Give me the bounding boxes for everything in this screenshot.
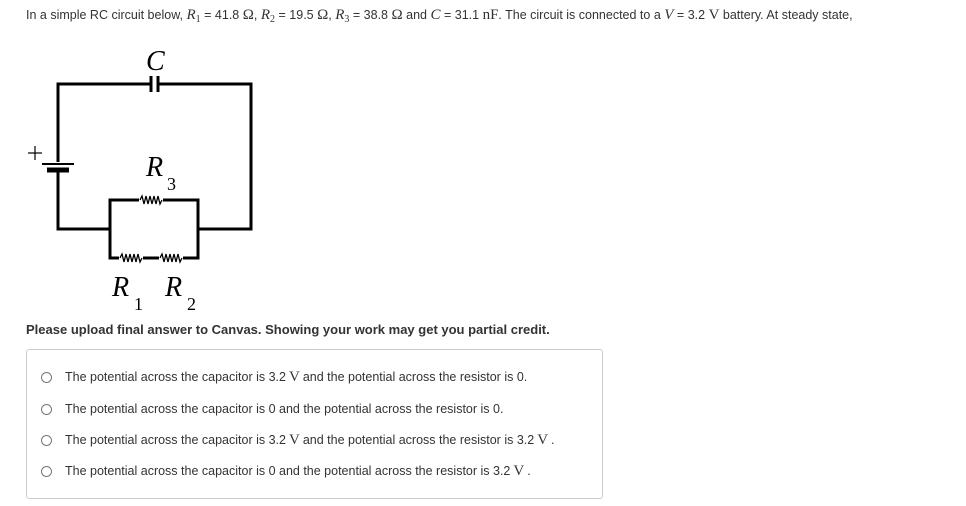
wire-top-right <box>158 84 251 229</box>
circuit-diagram <box>20 40 270 320</box>
wire-left-bottom <box>58 172 110 229</box>
v-symbol: V <box>664 7 674 23</box>
r1-label: R <box>112 272 130 303</box>
r3-value: = 38.8 <box>352 8 389 22</box>
answer-option-2[interactable]: The potential across the capacitor is 0 and the potential across the resistor is 0. <box>41 399 503 419</box>
r3-subscript: 3 <box>167 174 176 194</box>
c-value: = 31.1 <box>443 8 480 22</box>
wire-top-left <box>58 84 151 162</box>
parallel-network <box>110 200 198 258</box>
answer-option-1[interactable]: The potential across the capacitor is 3.2 V and the potential across the resistor is 0. <box>41 367 527 387</box>
r2-symbol: $R_2$ <box>260 7 276 25</box>
v-value: = 3.2 <box>676 8 706 22</box>
r1-symbol: $R_1$ <box>186 7 201 25</box>
c-unit: nF <box>482 7 499 23</box>
c-symbol: C <box>430 7 441 23</box>
radio-button[interactable] <box>41 404 52 415</box>
instruction-text: Please upload final answer to Canvas. Showing your work may get you partial credit. <box>26 322 550 337</box>
r3-symbol: $R_3$ <box>335 7 350 25</box>
r1-subscript: 1 <box>134 294 143 314</box>
r2-label: R <box>165 272 183 303</box>
r2-value: = 19.5 <box>278 8 314 22</box>
question-text: In a simple RC circuit below, $R_1 = 41.8$ Ω, $R_2 = 19.5$ Ω, $R_3 = 38.8$ Ω and C = 31.1 nF. The circuit is connected to a V = 3.2 V battery. At steady state, <box>26 7 853 25</box>
ohm-symbol: Ω <box>317 7 329 23</box>
answer-option-4[interactable]: The potential across the capacitor is 0 and the potential across the resistor is 3.2 V . <box>41 461 531 481</box>
r3-label: R <box>146 152 164 183</box>
r2-subscript: 2 <box>187 294 196 314</box>
ohm-symbol: Ω <box>242 7 254 23</box>
ohm-symbol: Ω <box>391 7 403 23</box>
radio-button[interactable] <box>41 372 52 383</box>
radio-button[interactable] <box>41 466 52 477</box>
answer-option-3[interactable]: The potential across the capacitor is 3.2 V and the potential across the resistor is 3.2 V . <box>41 430 555 450</box>
question-intro: In a simple RC circuit below, <box>26 8 184 22</box>
capacitor-label: C <box>146 46 165 77</box>
v-unit: V <box>708 7 720 23</box>
answer-options-box <box>26 349 603 499</box>
r1-value: = 41.8 <box>204 8 240 22</box>
radio-button[interactable] <box>41 435 52 446</box>
